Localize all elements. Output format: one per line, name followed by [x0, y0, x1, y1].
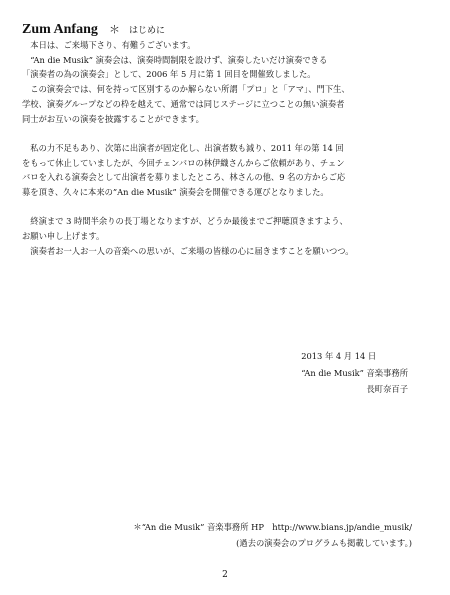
signature-name: 長町奈百子 — [366, 384, 408, 394]
paragraph-line: 「演奏者の為の演奏会」として、2006 年 5 月に第 1 回目を開催致しました。 — [22, 69, 316, 80]
heading-subtitle: はじめに — [129, 26, 166, 36]
paragraph-line: お願い申し上げます。 — [22, 231, 105, 242]
signature-office: “An die Musik” 音楽事務所 — [301, 367, 408, 378]
footer-note — [133, 519, 412, 551]
signature-block — [301, 348, 408, 398]
paragraph-line: 終演まで 3 時間半余りの長丁場となりますが、どうか最後までご押聴頂きますよう、 — [22, 216, 348, 227]
paragraph-line: 募を頂き、久々に本来の”An die Musik” 演奏会を開催できる運びとなりました。 — [22, 187, 329, 198]
body-text — [22, 38, 432, 259]
footer-homepage-line: ＊“An die Musik” 音楽事務所 HP http://www.bians.jp/andie_musik/ — [133, 522, 412, 532]
paragraph-gap — [22, 126, 432, 141]
paragraph-line: “An die Musik” 演奏会は、演奏時間制限を設けず、演奏したいだけ演奏できる — [22, 54, 328, 65]
paragraph-gap — [22, 200, 432, 215]
asterisk-icon: ＊ — [108, 23, 120, 36]
paragraph-line: 学校、演奏グループなどの枠を越えて、通常では同じステージに立つことの無い演奏者 — [22, 98, 345, 109]
heading-title: Zum Anfang — [22, 22, 98, 37]
paragraph-line: 演奏者お一人お一人の音楽への思いが、ご来場の皆様の心に届きますことを願いつつ。 — [22, 245, 354, 256]
footer-note-line: (過去の演奏会のプログラムも掲載しています。) — [236, 538, 412, 548]
paragraph-line: 同士がお互いの演奏を披露することができます。 — [22, 113, 204, 124]
paragraph-line: バロを入れる演奏会として出演者を募りましたところ、林さんの他、9 名の方からご応 — [22, 172, 346, 183]
paragraph-line: 私の力不足もあり、次第に出演者が固定化し、出演者数も減り、2011 年の第 14 回 — [22, 142, 344, 153]
page-number: 2 — [222, 570, 228, 580]
paragraph-line: をもって休止していましたが、今回チェンバロの林伊織さんからご依頼があり、チェン — [22, 157, 345, 168]
signature-date: 2013 年 4 月 14 日 — [301, 351, 377, 361]
paragraph-line: この演奏会では、何を持って区別するのか解らない所謂「プロ」と「アマ」、門下生、 — [22, 84, 350, 95]
paragraph-line: 本日は、ご来場下さり、有難うございます。 — [22, 40, 196, 50]
page-heading — [22, 18, 165, 38]
